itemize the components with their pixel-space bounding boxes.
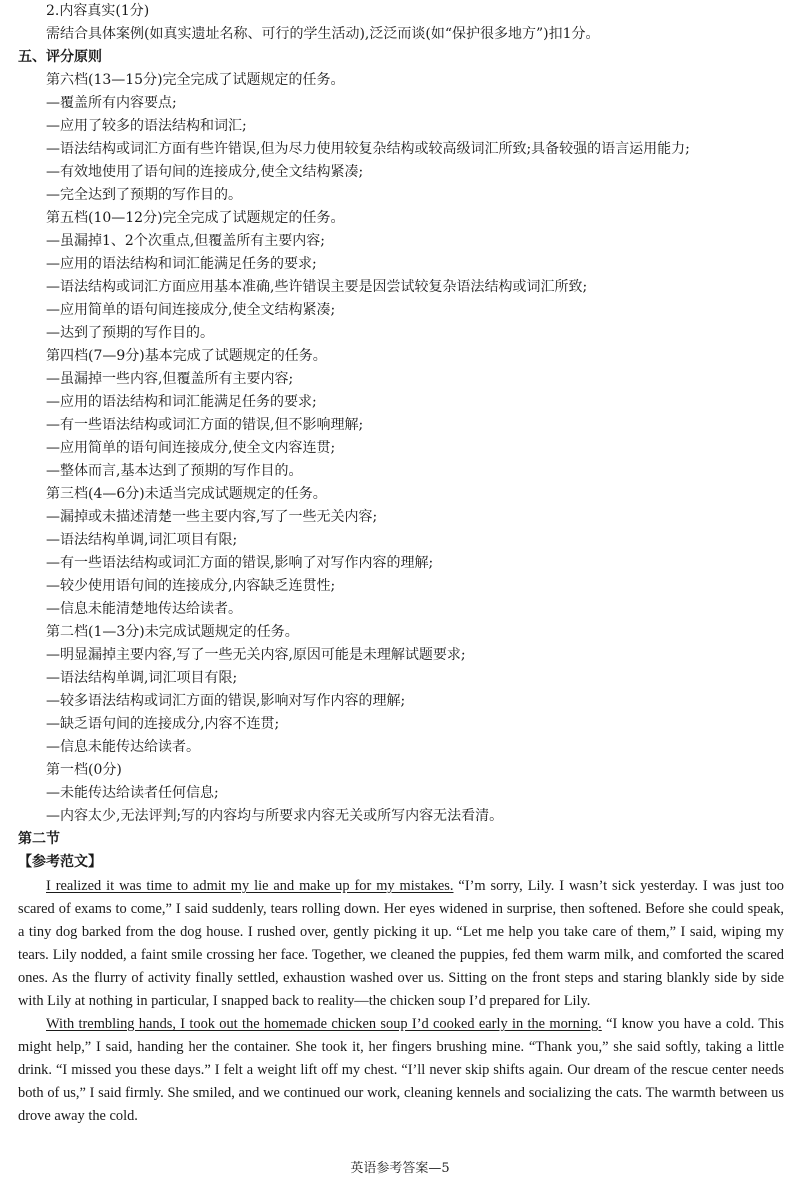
scoring-line: —较多语法结构或词汇方面的错误,影响对写作内容的理解; [46, 693, 406, 709]
scoring-line: —应用了较多的语法结构和词汇; [46, 118, 247, 134]
model-essay [18, 875, 784, 1128]
essay-p2-body: “I know you have a cold. This might help,” I said, handing her the container. She took it, her fingers brushing mine. “Thank you,” she said softly, taking a little drink. “I missed you these days.” I felt a weight lift off my chest. “I’ll never skip shifts again. Our dream of the rescue center needs both of us,” I said firmly. She smiled, and we continued our work, cleaning kennels and socializing the cats. The warmth between us drove away the cold. [18, 1016, 784, 1124]
scoring-line: —明显漏掉主要内容,写了一些无关内容,原因可能是未理解试题要求; [46, 647, 466, 663]
scoring-line: —漏掉或未描述清楚一些主要内容,写了一些无关内容; [46, 509, 378, 525]
scoring-line: 需结合具体案例(如真实遗址名称、可行的学生活动),泛泛而谈(如“保护很多地方”)扣1分。 [46, 26, 600, 42]
scoring-line: —虽漏掉一些内容,但覆盖所有主要内容; [46, 371, 294, 387]
section-heading: 【参考范文】 [18, 854, 102, 870]
scoring-line: —信息未能清楚地传达给读者。 [46, 601, 242, 617]
scoring-line: —信息未能传达给读者。 [46, 739, 200, 755]
scoring-line: 第六档(13—15分)完全完成了试题规定的任务。 [46, 72, 345, 88]
scoring-line: —较少使用语句间的连接成分,内容缺乏连贯性; [46, 578, 336, 594]
scoring-line: 第三档(4—6分)未适当完成试题规定的任务。 [46, 486, 327, 502]
scoring-line: —内容太少,无法评判;写的内容均与所要求内容无关或所写内容无法看清。 [46, 808, 504, 824]
scoring-line: —达到了预期的写作目的。 [46, 325, 214, 341]
section-heading: 第二节 [18, 831, 60, 847]
scoring-line: —语法结构单调,词汇项目有限; [46, 670, 238, 686]
scoring-section [18, 0, 784, 874]
scoring-line: —语法结构或词汇方面应用基本准确,些许错误主要是因尝试较复杂语法结构或词汇所致; [46, 279, 588, 295]
scoring-line: 第二档(1—3分)未完成试题规定的任务。 [46, 624, 299, 640]
scoring-line: —应用简单的语句间连接成分,使全文内容连贯; [46, 440, 336, 456]
scoring-line: —未能传达给读者任何信息; [46, 785, 219, 801]
scoring-line: —语法结构单调,词汇项目有限; [46, 532, 238, 548]
scoring-line: —有一些语法结构或词汇方面的错误,但不影响理解; [46, 417, 364, 433]
scoring-line: —有效地使用了语句间的连接成分,使全文结构紧凑; [46, 164, 364, 180]
scoring-line: —完全达到了预期的写作目的。 [46, 187, 242, 203]
scoring-line: 2.内容真实(1分) [46, 3, 150, 19]
scoring-line: 第五档(10—12分)完全完成了试题规定的任务。 [46, 210, 345, 226]
scoring-line: —虽漏掉1、2个次重点,但覆盖所有主要内容; [46, 233, 325, 249]
section-heading: 五、评分原则 [18, 49, 102, 65]
essay-p1-body: “I’m sorry, Lily. I wasn’t sick yesterday. I was just too scared of exams to come,” I said suddenly, tears rolling down. Her eyes widened in surprise, then softened. Before she could speak, a tiny dog barked from the dog house. I rushed over, gently picking it up. “Let me help you take care of them,” I said, wiping my tears. Lily nodded, a faint smile crossing her face. Together, we cleaned the puppies, fed them warm milk, and comforted the scared ones. As the flurry of activity finally settled, exhaustion washed over us. Sitting on the front steps and staring blankly side by side with Lily at nothing in particular, I snapped back to reality—the chicken soup I’d prepared for Lily. [18, 878, 785, 1009]
essay-p1-underlined-sentence: I realized it was time to admit my lie and make up for my mistakes. [46, 878, 454, 894]
essay-paragraph-2 [18, 1013, 784, 1128]
scoring-line: 第一档(0分) [46, 762, 122, 778]
scoring-line: —应用的语法结构和词汇能满足任务的要求; [46, 256, 317, 272]
scoring-line: —语法结构或词汇方面有些许错误,但为尽力使用较复杂结构或较高级词汇所致;具备较强的语言运用能力; [46, 141, 690, 157]
essay-paragraph-1 [18, 875, 784, 1013]
essay-p2-underlined-sentence: With trembling hands, I took out the homemade chicken soup I’d cooked early in the morning. [46, 1016, 602, 1032]
scoring-line: —缺乏语句间的连接成分,内容不连贯; [46, 716, 280, 732]
scoring-line: —覆盖所有内容要点; [46, 95, 177, 111]
scoring-line: 第四档(7—9分)基本完成了试题规定的任务。 [46, 348, 327, 364]
scoring-line: —应用的语法结构和词汇能满足任务的要求; [46, 394, 317, 410]
scoring-line: —有一些语法结构或词汇方面的错误,影响了对写作内容的理解; [46, 555, 434, 571]
scoring-line: —应用简单的语句间连接成分,使全文结构紧凑; [46, 302, 336, 318]
scoring-line: —整体而言,基本达到了预期的写作目的。 [46, 463, 303, 479]
page-footer: 英语参考答案—5 [350, 1161, 450, 1176]
